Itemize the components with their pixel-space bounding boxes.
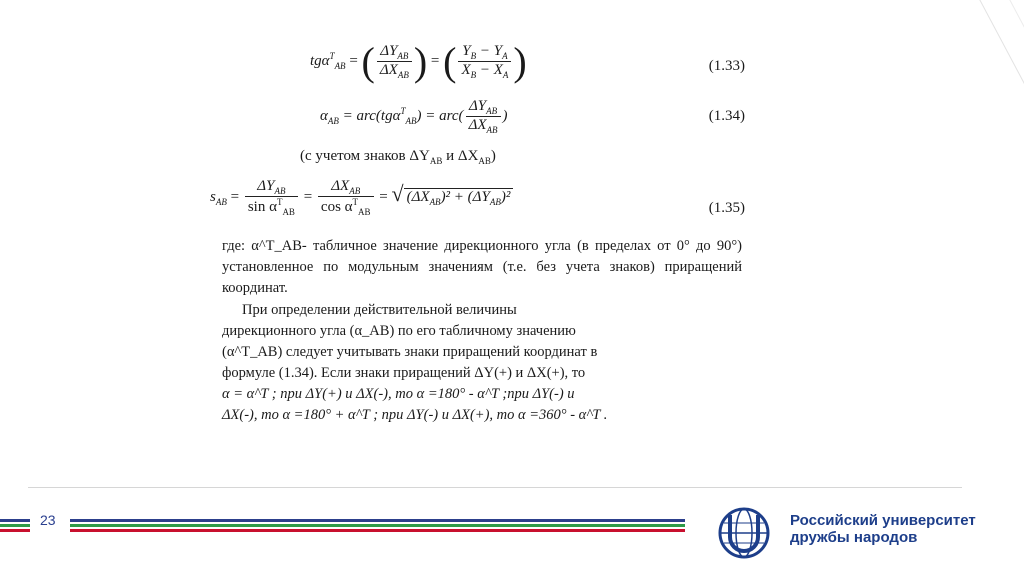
formula-1-33: tgα$^T_{AB}$ = ( $\frac{\Delta Y_{AB}}{\Delta X_{AB}}$ ) = ( $\frac{Y_B - Y_A}{X_B - X_A}$ ) (310, 39, 527, 84)
university-name-line1: Российский университет (790, 512, 976, 529)
para-line: α = α^T ; при ΔY(+) и ΔX(-), то α =180° - α^T ;при ΔY(-) и (222, 386, 575, 402)
para-line: дирекционного угла (α_AB) по его табличному значению (222, 323, 576, 339)
fraction: $\frac{Y_B - Y_A}{X_B - X_A}$ (458, 43, 511, 80)
para-line: При определении действительной величины (242, 302, 517, 318)
university-name-line2: дружбы народов (790, 529, 918, 546)
sqrt-content: $(\Delta X_{AB})^2 + (\Delta Y_{AB})^2$ (404, 188, 514, 205)
sign-note: (с учетом знаков $\Delta Y_{AB}$ и $\Delta X_{AB}$) (300, 148, 496, 166)
fraction: $\frac{\Delta Y_{AB}}{\sin \alpha^T_{AB}}$ (245, 178, 298, 217)
formula-1-33-lhs: tgα (310, 52, 330, 69)
para-line: (α^T_AB) следует учитывать знаки приращений координат в (222, 344, 598, 360)
sqrt-symbol: √ (391, 180, 404, 206)
equation-number-1-34: (1.34) (708, 108, 745, 124)
fraction: $\frac{\Delta X_{AB}}{\cos \alpha^T_{AB}}$ (318, 178, 374, 217)
fraction: $\frac{\Delta Y_{AB}}{\Delta X_{AB}}$ (377, 43, 412, 80)
slide-content (200, 30, 770, 450)
footer-stripes-left (0, 519, 30, 537)
formula-1-35: $s_{AB}$ = $\frac{\Delta Y_{AB}}{\sin \alpha^T_{AB}}$ = $\frac{\Delta X_{AB}}{\cos \alpha^T_{AB}}$ = √ $(\Delta X_{AB})^2 + (\Delta Y_{AB})^2$ (210, 178, 513, 217)
equation-number-1-33: (1.33) (708, 58, 745, 74)
university-name (790, 512, 976, 546)
formula-1-34: $\alpha_{AB} = arc(tg\alpha^T_{AB}) = arc$( $\frac{\Delta Y_{AB}}{\Delta X_{AB}}$ ) (320, 98, 508, 135)
formula-sup: T (329, 50, 335, 61)
university-logo-icon (716, 505, 772, 561)
footer-divider (28, 487, 962, 488)
para-line: формуле (1.34). Если знаки приращений ΔY(+) и ΔX(+), то (222, 365, 586, 381)
paragraph-definition: где: α^T_AB- табличное значение дирекционного угла (в пределах от 0° до 90°) установленное по модульным значениям (т.е. без учета знаков) приращений координат. (222, 238, 742, 296)
para-line: ΔX(-), то α =180° + α^T ; при ΔY(-) и ΔX(+), то α =360° - α^T . (222, 407, 608, 423)
paragraph-sign-rules (222, 300, 742, 426)
page-number: 23 (40, 512, 56, 528)
equation-number-1-35: (1.35) (708, 200, 745, 216)
decorative-corner-lines (964, 0, 1024, 574)
fraction: $\frac{\Delta Y_{AB}}{\Delta X_{AB}}$ (466, 98, 501, 135)
formula-sub: AB (334, 60, 346, 71)
footer-stripes (70, 519, 685, 537)
